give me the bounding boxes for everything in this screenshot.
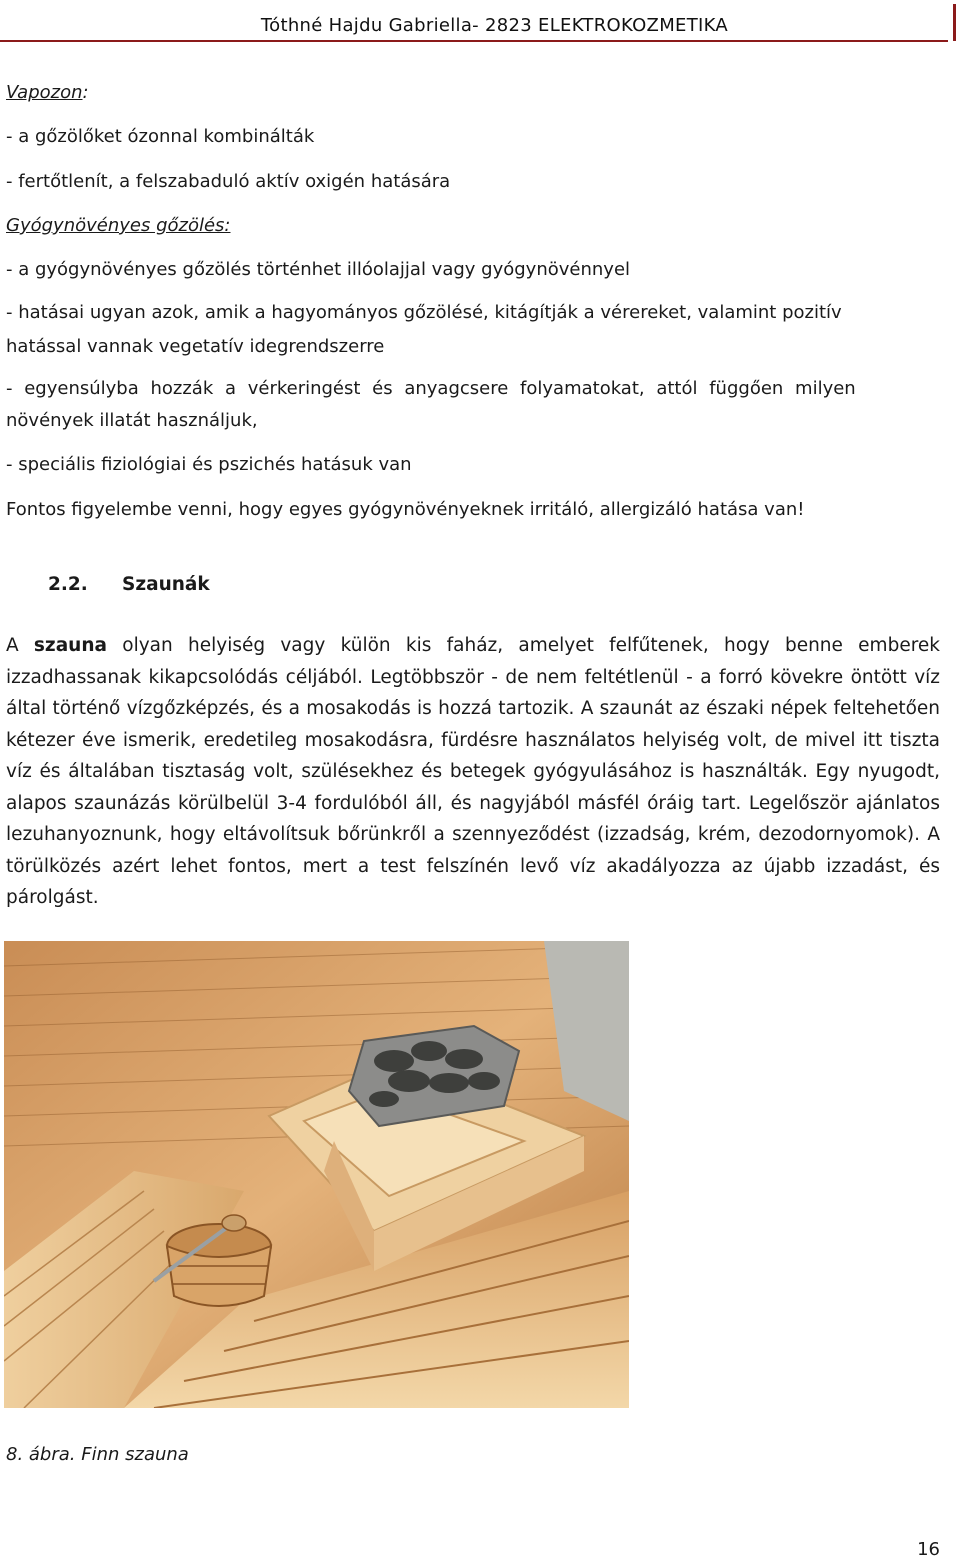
figure-caption: 8. ábra. Finn szauna — [6, 1444, 189, 1465]
sauna-photo — [4, 941, 629, 1408]
herbal-line-4: - egyensúlyba hozzák a vérkeringést és anyagcsere folyamatokat, attól függően milyen — [6, 378, 856, 399]
sauna-illustration — [4, 941, 629, 1408]
page-number: 16 — [917, 1539, 940, 1560]
paragraph-lead: A — [6, 635, 34, 656]
sauna-paragraph — [6, 630, 940, 914]
page-header — [0, 0, 960, 42]
herbal-note: Fontos figyelembe venni, hogy egyes gyógynövényeknek irritáló, allergizáló hatása van! — [6, 499, 805, 520]
header-rule — [0, 40, 948, 42]
herbal-line-5: növények illatát használjuk, — [6, 410, 258, 431]
herbal-line-2: - hatásai ugyan azok, amik a hagyományos gőzölésé, kitágítják a vérereket, valamint pozitív — [6, 302, 842, 323]
herbal-line-6: - speciális fiziológiai és pszichés hatásuk van — [6, 454, 412, 475]
vapozon-title: Vapozon — [6, 82, 83, 103]
section-number: 2.2. — [48, 574, 88, 595]
herbal-line-1: - a gyógynövényes gőzölés történhet illóolajjal vagy gyógynövénnyel — [6, 259, 631, 280]
vapozon-title-colon: : — [82, 82, 89, 103]
section-title: Szaunák — [122, 574, 210, 595]
vapozon-heading — [6, 82, 89, 104]
herbal-heading: Gyógynövényes gőzölés: — [6, 215, 231, 236]
paragraph-bold-term: szauna — [33, 635, 108, 656]
header-corner-rule — [953, 4, 956, 41]
herbal-line-3: hatással vannak vegetatív idegrendszerre — [6, 336, 385, 357]
paragraph-body: olyan helyiség vagy külön kis faház, amelyet felfűtenek, hogy benne emberek izzadhassanak kikapcsolódás céljából. Legtöbbször - de nem feltétlenül - a forró kövekre öntött víz által történő vízgőzképzés, és a mosakodás is hozzá tartozik. A szaunát az északi népek feltehetően kétezer éve ismerik, eredetileg mosakodásra, fürdésre használatos helyiség volt, de mivel itt tiszta víz és általában tisztaság volt, szülésekhez és betegek gyógyulásához is használták. Egy nyugodt, alapos szaunázás körülbelül 3-4 fordulóból áll, és nagyjából másfél óráig tart. Legelőször ajánlatos lezuhanyoznunk, hogy eltávolítsuk bőrünkről a szennyeződést (izzadság, krém, dezodornyomok). A törülközés azért lehet fontos, mert a test felszínén levő víz akadályozza az újabb izzadást, és párolgást. — [6, 635, 940, 908]
vapozon-item-1: - a gőzölőket ózonnal kombinálták — [6, 126, 315, 147]
vapozon-item-2: - fertőtlenít, a felszabaduló aktív oxigén hatására — [6, 171, 451, 192]
header-title: Tóthné Hajdu Gabriella- 2823 ELEKTROKOZMETIKA — [260, 15, 728, 36]
